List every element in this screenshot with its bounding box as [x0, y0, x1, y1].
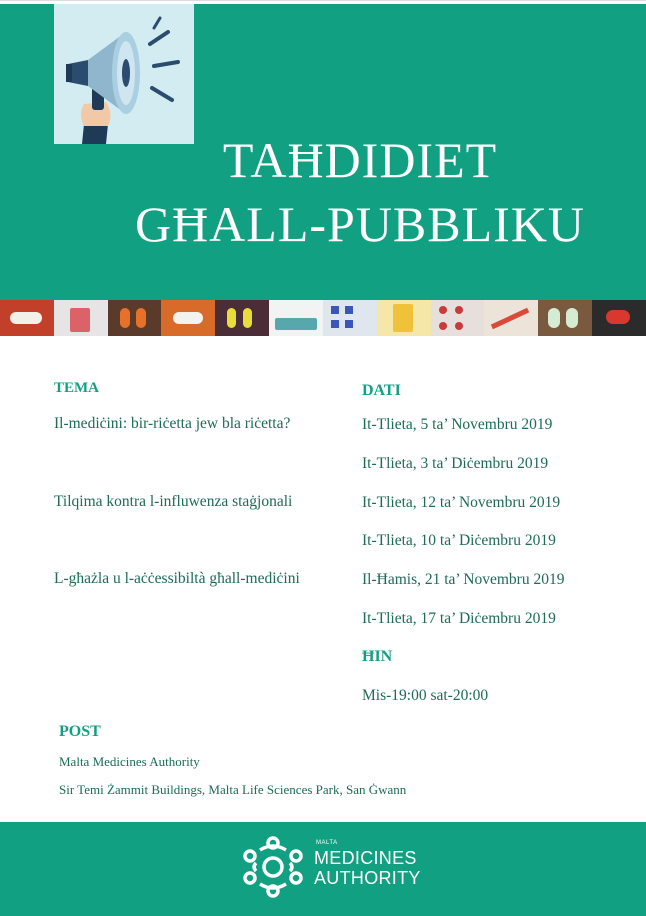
post-header: POST: [59, 723, 101, 740]
yellow-capsules-image: [215, 300, 269, 336]
logo-line-2: AUTHORITY: [314, 868, 421, 888]
top-border: [0, 0, 646, 1]
topic-3: L-għażla u l-aċċessibiltà għall-mediċini: [54, 570, 300, 587]
blister-pack-red-image: [431, 300, 485, 336]
white-pill-image: [161, 300, 215, 336]
topics-header: TEMA: [54, 380, 99, 396]
pill-bottle-image: [377, 300, 431, 336]
header-banner: [0, 4, 646, 300]
footer-banner: [0, 822, 646, 916]
orange-capsules-image: [108, 300, 162, 336]
logo-wordmark: [314, 848, 421, 888]
petri-dish-image: [269, 300, 323, 336]
date-1: It-Tlieta, 5 ta’ Novembru 2019: [362, 416, 553, 433]
page-title: [100, 128, 620, 256]
logo-country: MALTA: [316, 840, 338, 846]
date-3: It-Tlieta, 12 ta’ Novembru 2019: [362, 494, 561, 511]
time-value: Mis-19:00 sat-20:00: [362, 687, 489, 704]
tablet-on-tray-image: [0, 300, 54, 336]
logo-line-1: MEDICINES: [314, 848, 417, 868]
title-line-2: GĦALL-PUBBLIKU: [134, 196, 586, 252]
red-capsule-image: [592, 300, 646, 336]
venue-name: Malta Medicines Authority: [59, 754, 200, 769]
venue-address: Sir Temi Żammit Buildings, Malta Life Sciences Park, San Ġwann: [59, 782, 407, 797]
date-4: It-Tlieta, 10 ta’ Diċembru 2019: [362, 532, 556, 549]
medicine-photo-strip: [0, 300, 646, 336]
time-header: ĦIN: [362, 648, 393, 665]
green-tablets-image: [538, 300, 592, 336]
date-6: It-Tlieta, 17 ta’ Diċembru 2019: [362, 610, 556, 627]
syringe-image: [484, 300, 538, 336]
megaphone-icon: [54, 4, 194, 144]
blister-pack-blue-image: [323, 300, 377, 336]
title-line-1: TAĦDIDIET: [222, 132, 498, 188]
dates-header: DATI: [362, 382, 401, 399]
people-circle-logo-icon: [238, 832, 308, 902]
measuring-cup-image: [54, 300, 108, 336]
date-5: Il-Ħamis, 21 ta’ Novembru 2019: [362, 571, 565, 588]
topic-1: Il-mediċini: bir-riċetta jew bla riċetta?: [54, 415, 291, 432]
topic-2: Tilqima kontra l-influwenza staġjonali: [54, 493, 293, 510]
date-2: It-Tlieta, 3 ta’ Diċembru 2019: [362, 455, 549, 472]
